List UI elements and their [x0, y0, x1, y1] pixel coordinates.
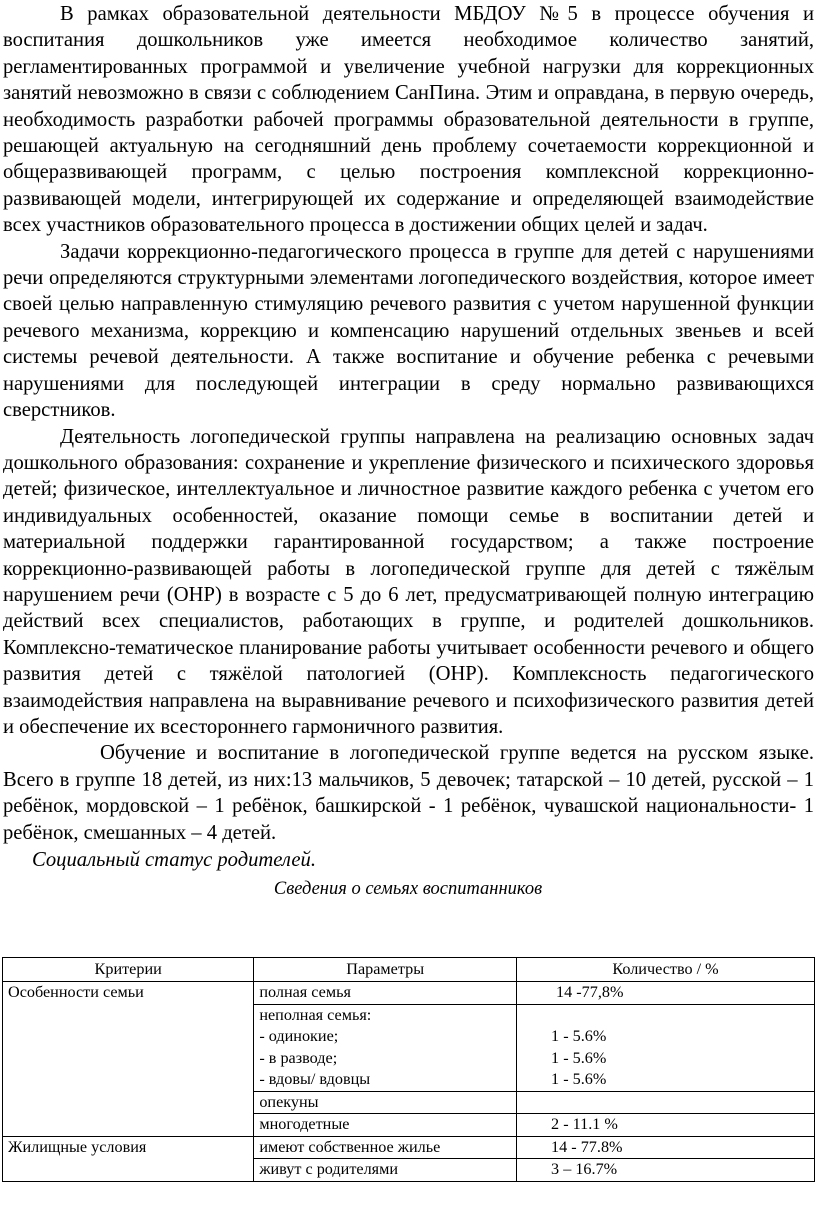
value-widowed: 1 - 5.6% — [551, 1070, 607, 1088]
header-criteria: Критерии — [3, 958, 254, 982]
header-parameters: Параметры — [254, 958, 517, 982]
param-own-housing: имеют собственное жилье — [259, 1137, 441, 1156]
value-cell — [517, 1004, 815, 1091]
value-cell — [517, 1114, 815, 1137]
value-large-families: 2 - 11.1 % — [551, 1115, 618, 1133]
value-with-parents: 3 – 16.7% — [551, 1160, 618, 1178]
paragraph-1: В рамках образовательной деятельности МБДОУ №5 в процессе обучения и воспитания дошкольников уже имеется необходимое количество занятий, регламентированных программой и увеличение учебной нагрузки для коррекционных занятий невозможно в связи с соблюдением СанПина. Этим и оправдана, в первую очередь, необходимость разработки рабочей программы образовательной деятельности в группе, решающей актуальную на сегодняшний день проблему сочетаемости коррекционной и общеразвивающей программ, с целью построения комплексной коррекционно-развивающей модели, интегрирующей их содержание и определяющей взаимодействие всех участников образовательного процесса в достижении общих целей и задач. — [3, 3, 814, 237]
table-caption: Сведения о семьях воспитанников — [273, 879, 543, 899]
param-incomplete-family: неполная семья: — [259, 1005, 372, 1024]
value-cell — [517, 1159, 815, 1182]
value-single: 1 - 5.6% — [551, 1027, 607, 1045]
paragraph-4: Обучение и воспитание в логопедической группе ведется на русском языке. Всего в группе 18 детей, из них:13 мальчиков, 5 девочек; татарской – 10 детей, русской – 1 ребёнок, мордовской – 1 ребёнок, башкирской - 1 ребёнок, чувашской национальности- 1 ребёнок, смешанных – 4 детей. — [3, 742, 814, 844]
param-cell — [254, 982, 517, 1005]
param-cell — [254, 1004, 517, 1091]
social-status-heading: Социальный статус родителей. — [32, 849, 316, 871]
family-info-table — [2, 957, 815, 1182]
value-cell — [517, 1136, 815, 1159]
paragraph-2: Задачи коррекционно-педагогического процесса в группе для детей с нарушениями речи определяются структурными элементами логопедического воздействия, которое имеет своей целью направленную стимуляцию речевого развития с учетом нарушенной функции речевого механизма, коррекцию и компенсацию нарушений отдельных звеньев и всей системы речевой деятельности. А также воспитание и обучение ребенка с речевыми нарушениями для последующей интеграции в среду нормально развивающихся сверстников. — [3, 240, 814, 422]
value-cell — [517, 982, 815, 1005]
param-single: - одинокие; — [259, 1027, 339, 1045]
value-own-housing: 14 - 77.8% — [551, 1137, 623, 1156]
param-divorced: - в разводе; — [259, 1048, 338, 1067]
criterion-family-features: Особенности семьи — [8, 983, 144, 1001]
criterion-housing: Жилищные условия — [8, 1137, 147, 1156]
value-divorced: 1 - 5.6% — [551, 1048, 607, 1067]
param-cell — [254, 1136, 517, 1159]
param-guardians: опекуны — [259, 1092, 319, 1111]
criterion-cell — [3, 1136, 254, 1181]
value-cell — [517, 1091, 815, 1114]
param-cell — [254, 1114, 517, 1137]
param-widowed: - вдовы/ вдовцы — [259, 1070, 371, 1088]
value-full-family: 14 -77,8% — [556, 983, 624, 1001]
param-with-parents: живут с родителями — [259, 1160, 399, 1178]
paragraph-3: Деятельность логопедической группы направлена на реализацию основных задач дошкольного образования: сохранение и укрепление физического и психического здоровья детей; физическое, интеллектуальное и личностное развитие каждого ребенка с учетом его индивидуальных особенностей, оказание помощи семье в воспитании детей и материальной поддержки гарантированной государством; а также построение коррекционно-развивающей работы в логопедической группе для детей с тяжёлым нарушением речи (ОНР) в возрасте с 5 до 6 лет, предусматривающей полную интеграцию действий всех специалистов, работающих в группе, и родителей дошкольников. Комплексно-тематическое планирование работы учитывает особенности речевого и общего развития детей с тяжёлой патологией (ОНР). Комплексность педагогического взаимодействия направлена на выравнивание речевого и психофизического развития детей и обеспечение их всестороннего гармоничного развития. — [3, 425, 814, 738]
value-incomplete-family — [551, 1005, 809, 1027]
table-row — [3, 1136, 815, 1159]
param-cell — [254, 1091, 517, 1114]
criterion-cell — [3, 982, 254, 1137]
param-large-families: многодетные — [259, 1115, 350, 1133]
table-row — [3, 982, 815, 1005]
param-full-family: полная семья — [259, 983, 351, 1001]
table-header-row — [3, 958, 815, 982]
header-quantity: Количество / % — [517, 958, 815, 982]
param-cell — [254, 1159, 517, 1182]
